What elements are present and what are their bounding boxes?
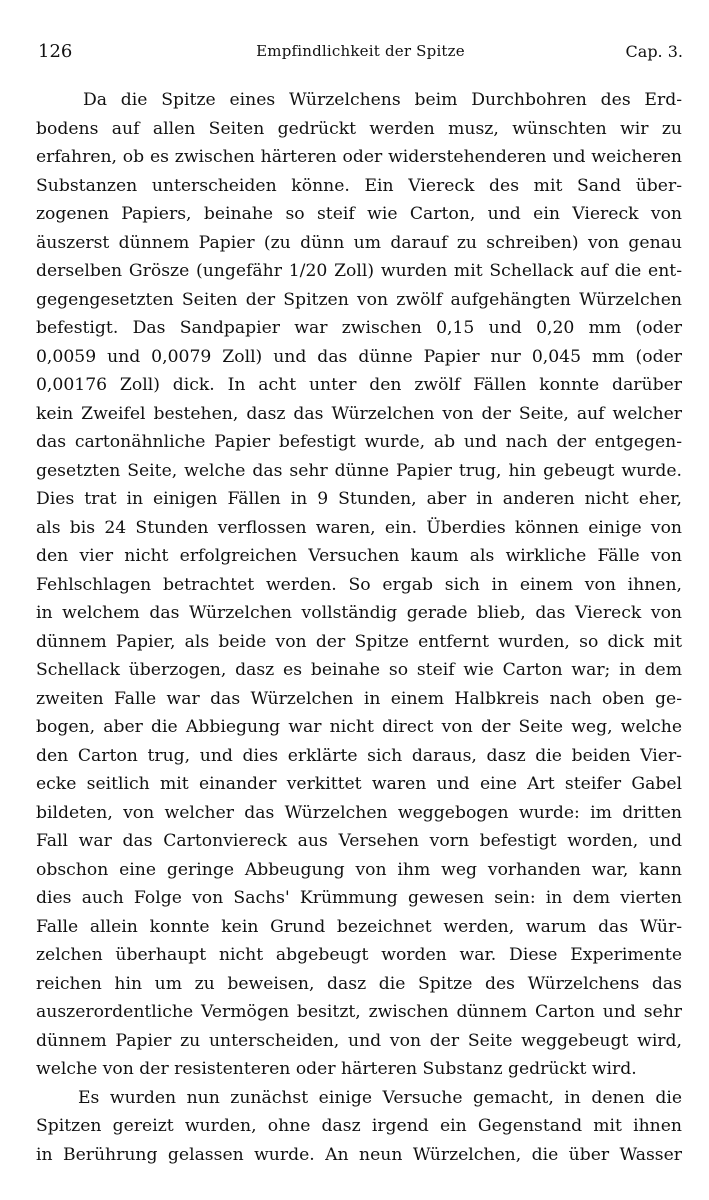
text-line: dünnem Papier, als beide von der Spitze entfernt wurden, so dick mit: [36, 631, 682, 652]
text-line: bodens auf allen Seiten gedrückt werden musz, wünschten wir zu: [36, 118, 682, 139]
text-line: auszerordentliche Vermögen besitzt, zwischen dünnem Carton und sehr: [36, 1002, 682, 1022]
text-line: gesetzten Seite, welche das sehr dünne Papier trug, hin gebeugt wurde.: [36, 460, 682, 481]
text-line: bildeten, von welcher das Würzelchen weggebogen wurde: im dritten: [36, 802, 682, 823]
text-line: Falle allein konnte kein Grund bezeichnet werden, warum das Wür-: [36, 916, 682, 937]
page-header: [38, 41, 683, 65]
text-line: den Carton trug, und dies erklärte sich daraus, dasz die beiden Vier-: [36, 745, 682, 766]
text-line: den vier nicht erfolgreichen Versuchen kaum als wirkliche Fälle von: [36, 546, 682, 566]
text-line: zelchen überhaupt nicht abgebeugt worden war. Diese Experimente: [36, 945, 682, 965]
text-line: welche von der resistenteren oder härteren Substanz gedrückt wird.: [36, 1059, 637, 1079]
text-line: Fall war das Cartonviereck aus Versehen vorn befestigt worden, und: [36, 831, 682, 851]
chapter-label: Cap. 3.: [625, 42, 683, 61]
text-line: Fehlschlagen betrachtet werden. So ergab sich in einem von ihnen,: [36, 574, 682, 595]
text-line: in Berührung gelassen wurde. An neun Würzelchen, die über Wasser: [36, 1144, 682, 1165]
running-title: Empfindlichkeit der Spitze: [256, 42, 465, 60]
text-line: ecke seitlich mit einander verkittet waren und eine Art steifer Gabel: [36, 774, 682, 794]
text-line: erfahren, ob es zwischen härteren oder widerstehenderen und weicheren: [36, 147, 682, 167]
text-line: in welchem das Würzelchen vollständig gerade blieb, das Viereck von: [36, 603, 682, 623]
text-line: 0,00176 Zoll) dick. In acht unter den zwölf Fällen konnte darüber: [36, 375, 682, 395]
page-number: 126: [38, 41, 73, 62]
text-line: obschon eine geringe Abbeugung von ihm weg vorhanden war, kann: [36, 859, 682, 880]
text-line: äuszerst dünnem Papier (zu dünn um darauf zu schreiben) von genau: [36, 232, 682, 253]
text-line: zogenen Papiers, beinahe so steif wie Carton, und ein Viereck von: [36, 204, 682, 224]
text-line: kein Zweifel bestehen, dasz das Würzelchen von der Seite, auf welcher: [36, 403, 682, 424]
text-line: als bis 24 Stunden verflossen waren, ein. Überdies können einige von: [36, 517, 682, 538]
text-line: Substanzen unterscheiden könne. Ein Viereck des mit Sand über-: [36, 175, 682, 196]
text-line: Dies trat in einigen Fällen in 9 Stunden, aber in anderen nicht eher,: [36, 489, 682, 509]
text-line: dünnem Papier zu unterscheiden, und von der Seite weggebeugt wird,: [36, 1030, 682, 1051]
text-line: Schellack überzogen, dasz es beinahe so steif wie Carton war; in dem: [36, 660, 682, 680]
text-line: 0,0059 und 0,0079 Zoll) und das dünne Papier nur 0,045 mm (oder: [36, 346, 682, 367]
text-line: das cartonähnliche Papier befestigt wurde, ab und nach der entgegen-: [36, 432, 682, 452]
text-line: befestigt. Das Sandpapier war zwischen 0,15 und 0,20 mm (oder: [36, 318, 682, 338]
text-line: bogen, aber die Abbiegung war nicht direct von der Seite weg, welche: [36, 717, 682, 737]
text-line: Spitzen gereizt wurden, ohne dasz irgend ein Gegenstand mit ihnen: [36, 1116, 682, 1136]
text-line: Es wurden nun zunächst einige Versuche gemacht, in denen die: [78, 1087, 682, 1108]
body-text: [36, 86, 682, 1169]
text-line: derselben Grösze (ungefähr 1/20 Zoll) wurden mit Schellack auf die ent-: [36, 261, 682, 281]
text-line: zweiten Falle war das Würzelchen in einem Halbkreis nach oben ge-: [36, 688, 682, 709]
text-line: dies auch Folge von Sachs' Krümmung gewesen sein: in dem vierten: [36, 888, 682, 908]
text-line: Da die Spitze eines Würzelchens beim Durchbohren des Erd-: [83, 90, 682, 110]
text-line: reichen hin um zu beweisen, dasz die Spitze des Würzelchens das: [36, 973, 682, 994]
text-line: gegengesetzten Seiten der Spitzen von zwölf aufgehängten Würzelchen: [36, 289, 682, 310]
